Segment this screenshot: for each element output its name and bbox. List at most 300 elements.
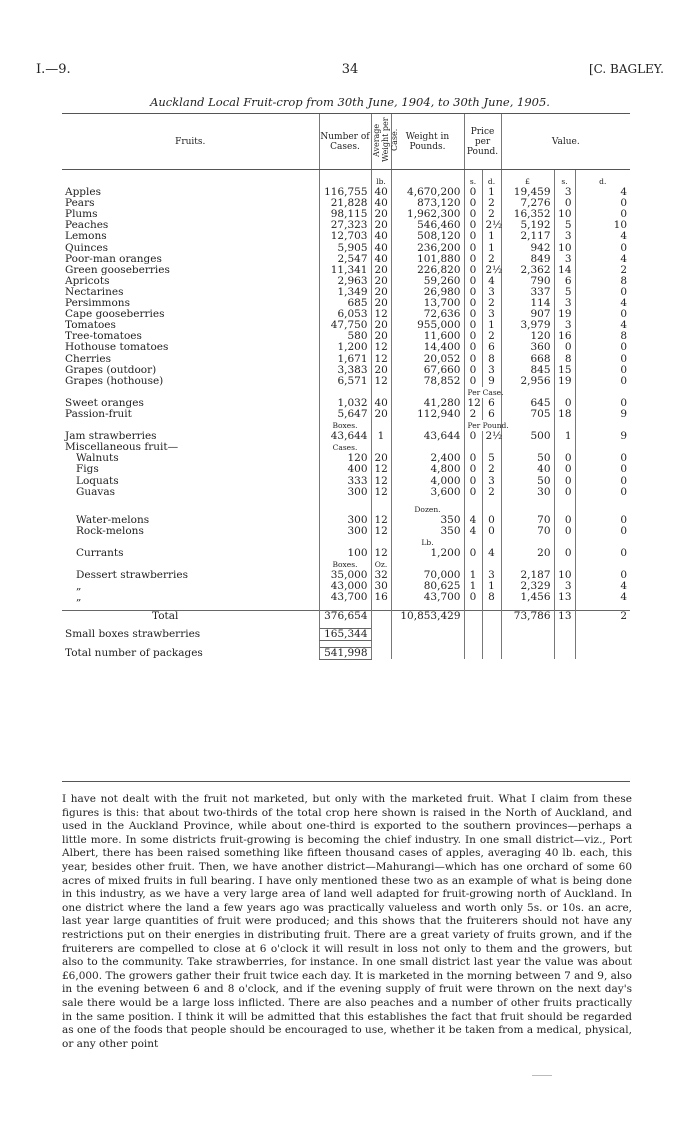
weight-cell: 350 (391, 515, 464, 526)
table-header-row (62, 114, 630, 170)
table-row (62, 526, 630, 537)
price-pence-cell: 2½ (482, 265, 501, 276)
price-shillings-cell: 0 (464, 243, 482, 254)
weight-cell: 2,400 (391, 453, 464, 464)
price-pence-cell: 4 (482, 276, 501, 287)
value-pounds-cell: 16,352 (501, 209, 554, 220)
value-pounds-cell: 2,187 (501, 570, 554, 581)
spacer-cell (371, 640, 391, 647)
summary-label: Small boxes strawberries (65, 627, 201, 640)
body-paragraph: I have not dealt with the fruit not marketed, but only with the marketed fruit. What I claim from these figures is this: that about two-thirds of the total crop here shown is raised in the North of Auckland, and used in the Auckland Province, while about one-third is exported to the southern provinces—perhaps a little more. In some districts fruit-growing is becoming the chief industry. In one small district—viz., Port Albert, there has been raised something like fifteen thousand cases of apples, averaging 40 lb. each, this year, besides other fruit. Then, we have another district—Mahurangi—which has one orchard of some 60 acres of mixed fruits in full bearing. I have only mentioned these two as an example of what is being done in this industry, as we have a very large area of land well adapted for fruit-growing north of Auckland. In one district where the land a few years ago was practically valueless and worth only 5s. or 10s. an acre, last year large quantities of fruit were produced; and this shows that the fruiterers should not have any restrictions put on their energies in distributing fruit. There are a great variety of fruits grown, and if the fruiterers are compelled to close at 6 o'clock it will result in loss not only to them and the growers, but also to the community. Take strawberries, for instance. In one small district last year the value was about £6,000. The growers gather their fruit twice each day. It is marketed in the morning between 7 and 9, also in the evening between 6 and 8 o'clock, and if the evening supply of fruit were thrown on the next day's sale there would be a large loss inflicted. There are also peaches and a number of other fruits practically in the same position. I think it will be admitted that this establishes the fact that fruit should be regarded as one of the foods that people should be encouraged to use, whether it be taken from a medical, physical, or any other point (62, 793, 632, 1050)
weight-cell: 41,280 (391, 398, 464, 409)
value-pounds-cell: 500 (501, 431, 554, 442)
value-shillings-cell: 14 (554, 265, 575, 276)
value-pounds-cell: 19,459 (501, 187, 554, 198)
spacer-cell (391, 640, 464, 647)
page-mark (532, 1075, 552, 1076)
price-shillings-cell: 12 (464, 398, 482, 409)
value-pence-cell: 0 (575, 487, 630, 498)
price-pence-cell: 3 (482, 570, 501, 581)
unit-label: £ (501, 176, 554, 187)
table-row (62, 592, 630, 603)
weight-cell: 26,980 (391, 287, 464, 298)
table-row (62, 342, 630, 353)
fruit-name: Tomatoes (65, 319, 116, 332)
table-cell (501, 628, 554, 640)
price-pence-cell: 2½ (482, 220, 501, 231)
table-cell (464, 628, 482, 640)
price-shillings-cell: 4 (464, 515, 482, 526)
avg-weight-cell: 12 (371, 354, 391, 365)
avg-weight-cell: 20 (371, 265, 391, 276)
weight-cell: 70,000 (391, 570, 464, 581)
cases-cell: 1,671 (319, 354, 371, 365)
cases-cell: 1,032 (319, 398, 371, 409)
value-pounds-cell: 790 (501, 276, 554, 287)
value-shillings-cell: 0 (554, 487, 575, 498)
table-row (62, 476, 630, 487)
table-cell (482, 610, 501, 622)
fruit-name: Lemons (65, 230, 107, 243)
value-pence-cell: 4 (575, 187, 630, 198)
value-shillings-cell: 0 (554, 515, 575, 526)
avg-weight-cell: 12 (371, 342, 391, 353)
cases-cell: 1,200 (319, 342, 371, 353)
fruit-name: Grapes (hothouse) (65, 374, 164, 387)
table-row (62, 243, 630, 254)
value-pence-cell: 9 (575, 431, 630, 442)
weight-cell: 1,200 (391, 548, 464, 559)
price-shillings-cell: 0 (464, 431, 482, 442)
weight-cell: 101,880 (391, 254, 464, 265)
value-shillings-cell: 13 (554, 592, 575, 603)
value-pence-cell: 0 (575, 309, 630, 320)
price-shillings-cell: 0 (464, 209, 482, 220)
value-pounds-cell: 40 (501, 464, 554, 475)
value-pounds-cell: 50 (501, 476, 554, 487)
price-pence-cell: 2 (482, 298, 501, 309)
unit-label: Boxes. (319, 420, 371, 431)
avg-weight-cell: 20 (371, 453, 391, 464)
fruit-name: Currants (76, 547, 124, 560)
unit-label: lb. (371, 176, 391, 187)
cases-cell: 400 (319, 464, 371, 475)
value-pence-cell: 0 (575, 209, 630, 220)
price-shillings-cell: 0 (464, 476, 482, 487)
total-cases: 376,654 (319, 610, 371, 622)
value-pence-cell: 0 (575, 342, 630, 353)
cases-cell: 116,755 (319, 187, 371, 198)
price-shillings-cell: 0 (464, 453, 482, 464)
value-pounds-cell: 30 (501, 487, 554, 498)
price-shillings-cell: 0 (464, 487, 482, 498)
price-shillings-cell: 0 (464, 220, 482, 231)
summary-value: 165,344 (319, 628, 371, 640)
value-pounds-cell: 50 (501, 453, 554, 464)
value-pence-cell: 0 (575, 198, 630, 209)
spacer-cell (575, 640, 630, 647)
value-pounds-cell: 3,979 (501, 320, 554, 331)
avg-weight-cell: 12 (371, 526, 391, 537)
spacer-cell (464, 640, 482, 647)
value-pounds-cell: 1,456 (501, 592, 554, 603)
fruit-name: Rock-melons (76, 524, 144, 537)
value-pounds-cell: 645 (501, 398, 554, 409)
table-row (62, 487, 630, 498)
unit-label: Per Case. (464, 387, 501, 398)
fruit-name: Cape gooseberries (65, 308, 165, 321)
summary-label: Total number of packages (65, 646, 203, 659)
price-pence-cell: 2 (482, 464, 501, 475)
table-cell (482, 628, 501, 640)
weight-cell: 13,700 (391, 298, 464, 309)
avg-weight-cell: 12 (371, 487, 391, 498)
total-value-pounds: 73,786 (501, 610, 554, 622)
value-pounds-cell: 2,117 (501, 231, 554, 242)
value-pounds-cell: 668 (501, 354, 554, 365)
avg-weight-cell: 12 (371, 515, 391, 526)
price-shillings-cell: 0 (464, 231, 482, 242)
col-cases: Number of Cases. (319, 114, 371, 170)
value-pence-cell: 0 (575, 515, 630, 526)
price-pence-cell: 6 (482, 398, 501, 409)
price-pence-cell: 8 (482, 592, 501, 603)
fruit-name: Green gooseberries (65, 263, 170, 276)
unit-label: Dozen. (391, 504, 464, 515)
value-pounds-cell: 849 (501, 254, 554, 265)
cases-cell: 6,053 (319, 309, 371, 320)
weight-cell: 43,644 (391, 431, 464, 442)
col-value: Value. (501, 114, 630, 170)
fruit-name: Quinces (65, 241, 108, 254)
cases-cell: 5,905 (319, 243, 371, 254)
weight-cell: 508,120 (391, 231, 464, 242)
value-pence-cell: 0 (575, 354, 630, 365)
value-pence-cell: 0 (575, 365, 630, 376)
cases-cell: 2,963 (319, 276, 371, 287)
col-fruits: Fruits. (62, 114, 319, 170)
price-pence-cell: 3 (482, 309, 501, 320)
unit-label: d. (482, 176, 501, 187)
value-pence-cell: 4 (575, 298, 630, 309)
table-row (62, 354, 630, 365)
avg-weight-cell: 20 (371, 320, 391, 331)
price-pence-cell: 4 (482, 548, 501, 559)
fruit-name: Poor-man oranges (65, 252, 162, 265)
unit-label: Boxes. (319, 559, 371, 570)
price-pence-cell: 3 (482, 365, 501, 376)
weight-cell: 43,700 (391, 592, 464, 603)
price-shillings-cell: 0 (464, 187, 482, 198)
avg-weight-cell: 40 (371, 398, 391, 409)
price-pence-cell: 3 (482, 287, 501, 298)
value-shillings-cell: 10 (554, 243, 575, 254)
avg-weight-cell: 12 (371, 464, 391, 475)
price-shillings-cell: 4 (464, 526, 482, 537)
value-pounds-cell: 5,192 (501, 220, 554, 231)
cases-cell: 120 (319, 453, 371, 464)
price-shillings-cell: 2 (464, 409, 482, 420)
fruit-name: Walnuts (76, 452, 119, 465)
value-pence-cell: 0 (575, 376, 630, 387)
avg-weight-cell: 16 (371, 592, 391, 603)
cases-cell: 333 (319, 476, 371, 487)
cases-cell: 43,644 (319, 431, 371, 442)
fruit-name: Cherries (65, 352, 112, 365)
total-value-shillings: 13 (554, 610, 575, 622)
price-shillings-cell: 0 (464, 342, 482, 353)
table-row (62, 464, 630, 475)
value-pence-cell: 10 (575, 220, 630, 231)
total-row (62, 610, 630, 622)
price-pence-cell: 0 (482, 526, 501, 537)
value-shillings-cell: 0 (554, 548, 575, 559)
price-pence-cell: 1 (482, 243, 501, 254)
price-shillings-cell: 1 (464, 570, 482, 581)
value-shillings-cell: 8 (554, 354, 575, 365)
price-pence-cell: 3 (482, 476, 501, 487)
unit-label: Cases. (319, 442, 371, 453)
cases-cell: 300 (319, 487, 371, 498)
unit-label: Per Pound. (464, 420, 501, 431)
weight-cell: 11,600 (391, 331, 464, 342)
price-pence-cell: 0 (482, 515, 501, 526)
price-pence-cell: 1 (482, 231, 501, 242)
value-shillings-cell: 15 (554, 365, 575, 376)
cases-cell: 27,323 (319, 220, 371, 231)
value-pence-cell: 0 (575, 464, 630, 475)
fruit-name: Guavas (76, 485, 115, 498)
value-pounds-cell: 337 (501, 287, 554, 298)
price-pence-cell: 2½ (482, 431, 501, 442)
weight-cell: 67,660 (391, 365, 464, 376)
avg-weight-cell: 30 (371, 581, 391, 592)
cases-cell: 5,647 (319, 409, 371, 420)
price-shillings-cell: 0 (464, 592, 482, 603)
value-shillings-cell: 18 (554, 409, 575, 420)
unit-label: Oz. (371, 559, 391, 570)
fruit-name: Loquats (76, 474, 119, 487)
table-cell (371, 610, 391, 622)
fruit-name: Persimmons (65, 297, 130, 310)
value-pence-cell: 4 (575, 581, 630, 592)
total-weight: 10,853,429 (391, 610, 464, 622)
value-pence-cell: 0 (575, 398, 630, 409)
col-avg-weight: Average Weight per Case. (371, 114, 391, 170)
cases-cell: 47,750 (319, 320, 371, 331)
page-number: 34 (341, 62, 359, 77)
table-cell (575, 647, 630, 659)
value-pounds-cell: 2,362 (501, 265, 554, 276)
weight-cell: 1,962,300 (391, 209, 464, 220)
weight-cell: 873,120 (391, 198, 464, 209)
price-pence-cell: 2 (482, 198, 501, 209)
cases-cell: 98,115 (319, 209, 371, 220)
page-reference: I.—9. (36, 62, 71, 77)
table-cell (391, 628, 464, 640)
value-pence-cell: 2 (575, 265, 630, 276)
cases-cell: 12,703 (319, 231, 371, 242)
unit-label: s. (554, 176, 575, 187)
weight-cell: 112,940 (391, 409, 464, 420)
price-pence-cell: 8 (482, 354, 501, 365)
avg-weight-cell: 12 (371, 376, 391, 387)
cases-cell: 35,000 (319, 570, 371, 581)
price-shillings-cell: 0 (464, 309, 482, 320)
value-pounds-cell: 942 (501, 243, 554, 254)
weight-cell: 236,200 (391, 243, 464, 254)
value-pence-cell: 4 (575, 254, 630, 265)
unit-label: Lb. (391, 537, 464, 548)
value-pounds-cell: 70 (501, 526, 554, 537)
value-shillings-cell: 3 (554, 581, 575, 592)
price-shillings-cell: 0 (464, 298, 482, 309)
value-pence-cell: 4 (575, 592, 630, 603)
weight-cell: 78,852 (391, 376, 464, 387)
avg-weight-cell: 20 (371, 220, 391, 231)
table-cell (391, 647, 464, 659)
table-row (62, 231, 630, 242)
cases-cell: 100 (319, 548, 371, 559)
cases-cell: 3,383 (319, 365, 371, 376)
fruit-name: Water-melons (76, 513, 150, 526)
avg-weight-cell: 40 (371, 243, 391, 254)
avg-weight-cell: 20 (371, 209, 391, 220)
price-pence-cell: 5 (482, 453, 501, 464)
total-label: Total (62, 610, 319, 622)
fruit-name: „ (76, 591, 82, 604)
weight-cell: 350 (391, 526, 464, 537)
cases-cell: 300 (319, 515, 371, 526)
value-pence-cell: 0 (575, 526, 630, 537)
price-shillings-cell: 0 (464, 376, 482, 387)
fruit-name: Nectarines (65, 285, 124, 298)
cases-cell: 685 (319, 298, 371, 309)
weight-cell: 59,260 (391, 276, 464, 287)
value-shillings-cell: 19 (554, 309, 575, 320)
fruit-name: Jam strawberries (65, 430, 157, 443)
avg-weight-cell: 20 (371, 365, 391, 376)
table-row (62, 376, 630, 387)
weight-cell: 955,000 (391, 320, 464, 331)
fruit-name: Tree-tomatoes (65, 330, 142, 343)
value-pence-cell: 4 (575, 231, 630, 242)
table-cell (371, 647, 391, 659)
price-shillings-cell: 0 (464, 354, 482, 365)
avg-weight-cell: 12 (371, 309, 391, 320)
weight-cell: 80,625 (391, 581, 464, 592)
spacer-cell (554, 640, 575, 647)
total-packages-row (62, 647, 630, 659)
avg-weight-cell: 32 (371, 570, 391, 581)
value-pounds-cell: 907 (501, 309, 554, 320)
weight-cell: 546,460 (391, 220, 464, 231)
table-cell (575, 628, 630, 640)
fruit-name: Peaches (65, 219, 109, 232)
value-pounds-cell: 360 (501, 342, 554, 353)
price-shillings-cell: 0 (464, 464, 482, 475)
price-pence-cell: 2 (482, 487, 501, 498)
weight-cell: 14,400 (391, 342, 464, 353)
price-shillings-cell: 0 (464, 287, 482, 298)
cases-cell: 2,547 (319, 254, 371, 265)
value-shillings-cell: 3 (554, 231, 575, 242)
value-pounds-cell: 120 (501, 331, 554, 342)
value-pence-cell: 0 (575, 476, 630, 487)
unit-label: s. (464, 176, 482, 187)
fruit-name: Dessert strawberries (76, 569, 189, 582)
value-pence-cell: 0 (575, 243, 630, 254)
cases-cell: 1,349 (319, 287, 371, 298)
value-shillings-cell: 19 (554, 376, 575, 387)
spacer-cell (482, 640, 501, 647)
value-shillings-cell: 1 (554, 431, 575, 442)
price-shillings-cell: 0 (464, 548, 482, 559)
price-shillings-cell: 1 (464, 581, 482, 592)
value-pence-cell: 8 (575, 276, 630, 287)
value-shillings-cell: 3 (554, 254, 575, 265)
value-shillings-cell: 6 (554, 276, 575, 287)
value-pounds-cell: 845 (501, 365, 554, 376)
avg-weight-cell: 40 (371, 254, 391, 265)
value-pence-cell: 9 (575, 409, 630, 420)
weight-cell: 72,636 (391, 309, 464, 320)
price-pence-cell: 1 (482, 581, 501, 592)
weight-cell: 4,800 (391, 464, 464, 475)
table-cell (554, 647, 575, 659)
price-pence-cell: 9 (482, 376, 501, 387)
table-row (62, 409, 630, 420)
avg-weight-cell: 1 (371, 431, 391, 442)
value-shillings-cell: 0 (554, 198, 575, 209)
table-caption: Auckland Local Fruit-crop from 30th June, 1904, to 30th June, 1905. (150, 95, 550, 109)
value-shillings-cell: 10 (554, 570, 575, 581)
value-shillings-cell: 0 (554, 453, 575, 464)
speaker-name: [C. BAGLEY. (588, 62, 664, 76)
value-pounds-cell: 70 (501, 515, 554, 526)
page-header (36, 62, 664, 78)
avg-weight-cell: 12 (371, 476, 391, 487)
price-pence-cell: 1 (482, 320, 501, 331)
value-shillings-cell: 0 (554, 476, 575, 487)
weight-cell: 3,600 (391, 487, 464, 498)
fruit-name: Passion-fruit (65, 407, 132, 420)
price-pence-cell: 6 (482, 409, 501, 420)
value-pence-cell: 0 (575, 548, 630, 559)
avg-weight-cell: 20 (371, 287, 391, 298)
small-boxes-row (62, 628, 630, 640)
value-pence-cell: 8 (575, 331, 630, 342)
value-pence-cell: 0 (575, 287, 630, 298)
value-pounds-cell: 7,276 (501, 198, 554, 209)
fruit-name: „ (76, 580, 82, 593)
weight-cell: 20,052 (391, 354, 464, 365)
table-cell (554, 628, 575, 640)
fruit-name: Pears (65, 197, 95, 210)
fruit-name: Figs (76, 463, 99, 476)
value-shillings-cell: 16 (554, 331, 575, 342)
avg-weight-cell: 20 (371, 409, 391, 420)
value-shillings-cell: 0 (554, 526, 575, 537)
table-cell (464, 647, 482, 659)
value-shillings-cell: 3 (554, 187, 575, 198)
price-shillings-cell: 0 (464, 265, 482, 276)
price-pence-cell: 2 (482, 209, 501, 220)
price-shillings-cell: 0 (464, 365, 482, 376)
fruit-name: Plums (65, 208, 98, 221)
value-pounds-cell: 2,956 (501, 376, 554, 387)
col-weight: Weight in Pounds. (391, 114, 464, 170)
